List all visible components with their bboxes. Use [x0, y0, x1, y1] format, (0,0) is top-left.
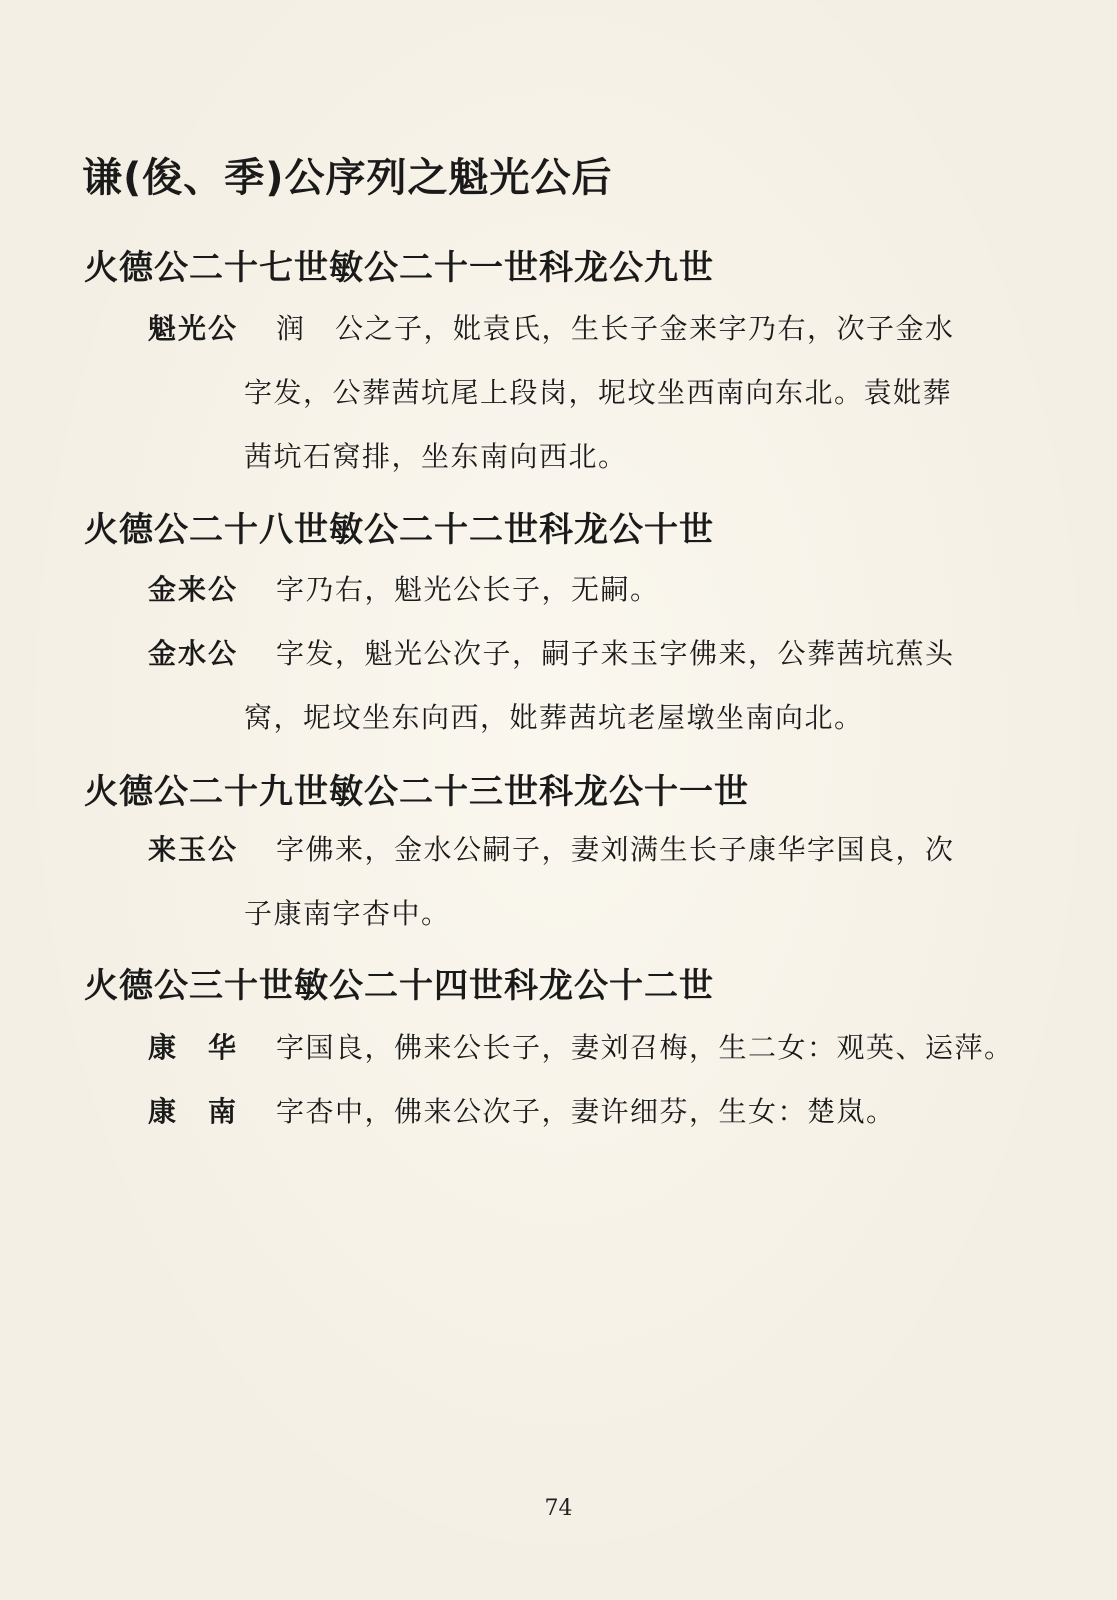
entry-text-line: 字国良，佛来公长子，妻刘召梅，生二女：观英、运萍。 — [276, 1031, 1014, 1064]
entry-text-line: 字佛来，金水公嗣子，妻刘满生长子康华字国良，次 — [276, 833, 955, 866]
genealogy-entry — [148, 1016, 1014, 1080]
entry-name: 金来公 — [148, 573, 239, 606]
genealogy-entry — [148, 558, 1008, 622]
entry-text-line: 字发，魁光公次子，嗣子来玉字佛来，公葬茜坑蕉头 — [276, 637, 955, 670]
genealogy-entry — [148, 297, 1008, 489]
entry-name: 康 南 — [148, 1095, 239, 1128]
page-number: 74 — [544, 1496, 573, 1521]
page-title: 谦(俊、季)公序列之魁光公后 — [82, 155, 613, 201]
genealogy-entry — [148, 818, 1008, 946]
entry-text-line: 字乃右，魁光公长子，无嗣。 — [276, 573, 660, 606]
genealogy-entry — [148, 622, 1008, 750]
entry-name: 金水公 — [148, 637, 239, 670]
entry-name: 魁光公 — [148, 312, 239, 345]
entry-text-line: 子康南字杏中。 — [244, 897, 451, 930]
entry-text-line: 字杏中，佛来公次子，妻许细芬，生女：楚岚。 — [276, 1095, 896, 1128]
entry-text-line: 字发，公葬茜坑尾上段岗，坭坟坐西南向东北。袁妣葬 — [244, 376, 953, 409]
generation-heading: 火德公二十八世敏公二十二世科龙公十世 — [84, 510, 714, 550]
entry-name: 来玉公 — [148, 833, 239, 866]
generation-heading: 火德公二十九世敏公二十三世科龙公十一世 — [84, 772, 749, 812]
generation-heading: 火德公三十世敏公二十四世科龙公十二世 — [84, 966, 714, 1006]
entry-text-line: 茜坑石窝排，坐东南向西北。 — [244, 440, 628, 473]
genealogy-entry — [148, 1080, 1008, 1144]
entry-text-line: 润 公之子，妣袁氏，生长子金来字乃右，次子金水 — [276, 312, 955, 345]
entry-name: 康 华 — [148, 1031, 239, 1064]
generation-heading: 火德公二十七世敏公二十一世科龙公九世 — [84, 248, 714, 288]
entry-text-line: 窝，坭坟坐东向西，妣葬茜坑老屋墩坐南向北。 — [244, 701, 864, 734]
